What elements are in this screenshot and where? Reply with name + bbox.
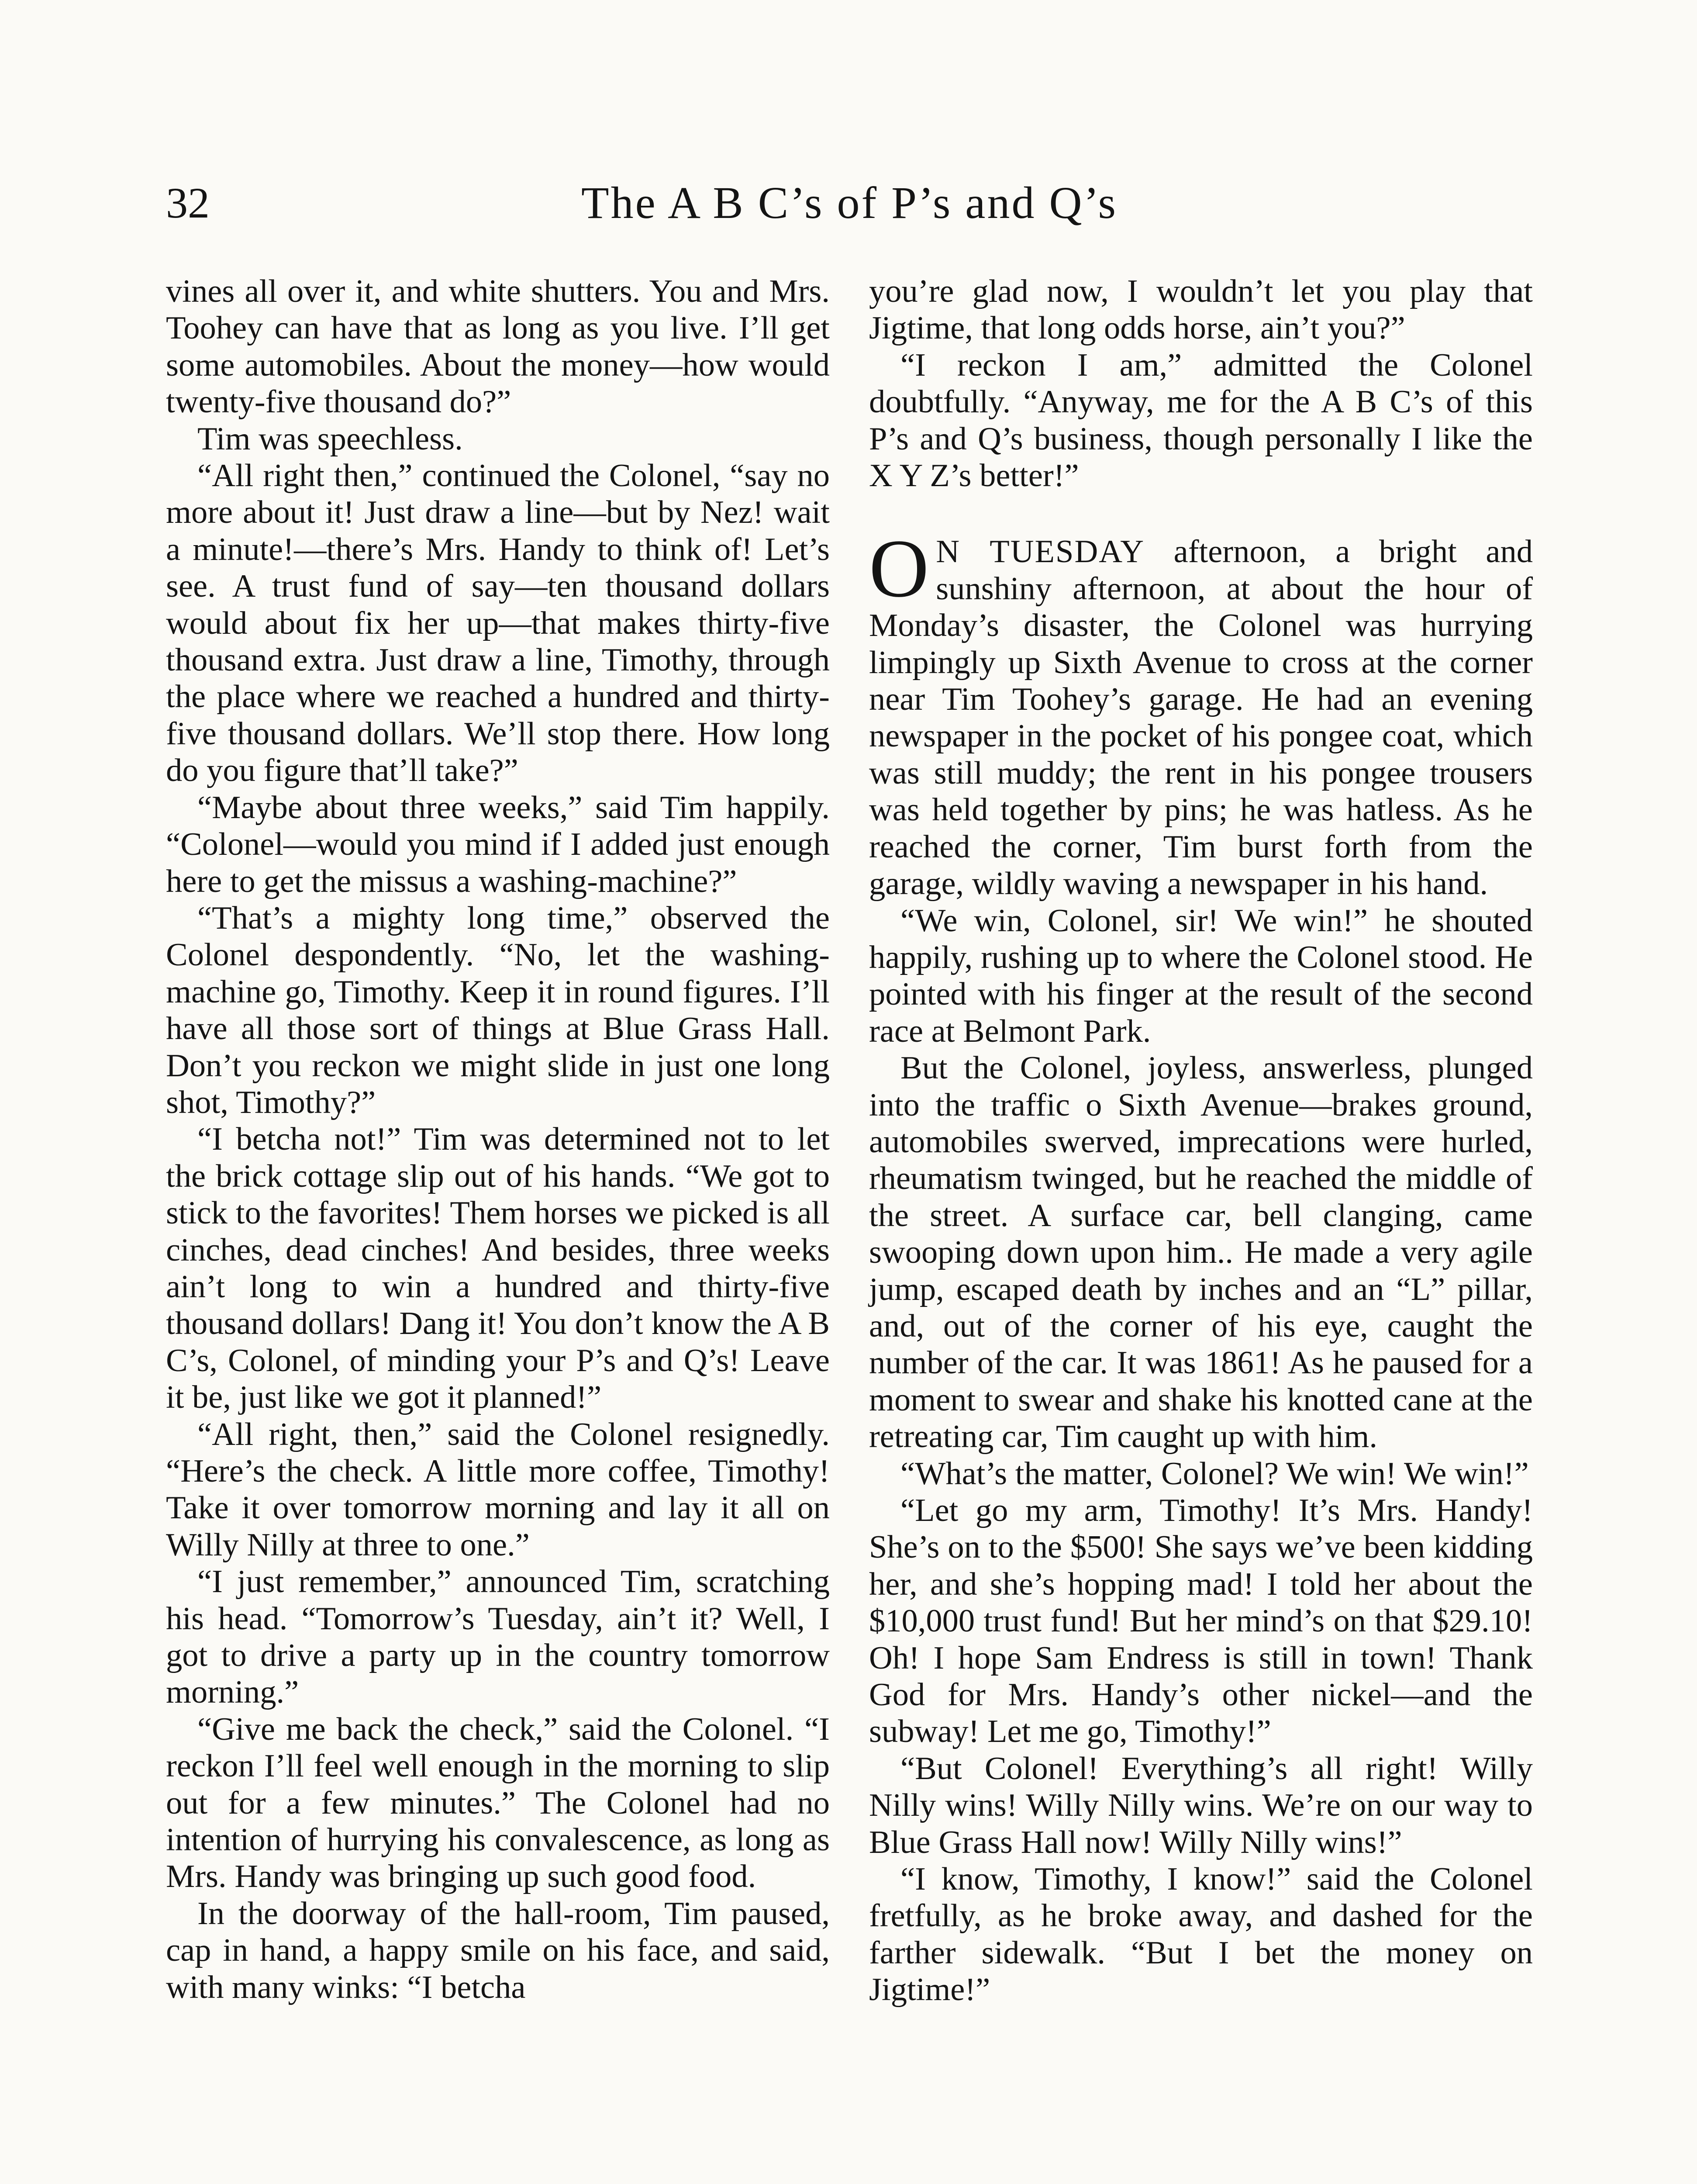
section-lead-in: N TUESDAY [936, 534, 1145, 570]
paragraph: “Give me back the check,” said the Colonel. “I reckon I’ll feel well enough in the morning to slip out for a few minutes.” The Colonel had no intention of hurrying his convalescence, as long as Mrs. Handy was bringing up such good food. [166, 1711, 830, 1895]
page-number: 32 [166, 179, 210, 227]
right-column [869, 273, 1533, 2008]
paragraph: “We win, Colonel, sir! We win!” he shouted happily, rushing up to where the Colonel stood. He pointed with his finger at the result of the second race at Belmont Park. [869, 902, 1533, 1049]
paragraph: “All right then,” continued the Colonel, “say no more about it! Just draw a line—but by Nez! wait a minute!—there’s Mrs. Handy to think of! Let’s see. A trust fund of say—ten thousand dollars would about fix her up—that makes thirty-five thousand extra. Just draw a line, Timothy, through the place where we reached a hundred and thirty-five thousand dollars. We’ll stop there. How long do you figure that’ll take?” [166, 458, 830, 789]
paragraph: “Maybe about three weeks,” said Tim happily. “Colonel—would you mind if I added just enough here to get the missus a washing-machine?” [166, 789, 830, 899]
paragraph: “Let go my arm, Timothy! It’s Mrs. Handy! She’s on to the $500! She says we’ve been kidding her, and she’s hopping mad! I told her about the $10,000 trust fund! But her mind’s on that $29.10! Oh! I hope Sam Endress is still in town! Thank God for Mrs. Handy’s other nickel—and the subway! Let me go, Timothy!” [869, 1493, 1533, 1750]
paragraph: “What’s the matter, Colonel? We win! We win!” [900, 1455, 1529, 1492]
paragraph: “I reckon I am,” admitted the Colonel doubtfully. “Anyway, me for the A B C’s of this P’s and Q’s business, though personally I like the X Y Z’s better!” [869, 347, 1533, 494]
paragraph: “That’s a mighty long time,” observed the Colonel despondently. “No, let the washing-machine go, Timothy. Keep it in round figures. I’ll have all those sort of things at Blue Grass Hall. Don’t you reckon we might slide in just one long shot, Timothy?” [166, 900, 830, 1120]
paragraph: “I know, Timothy, I know!” said the Colonel fretfully, as he broke away, and dashed for the farther sidewalk. “But I bet the money on Jigtime!” [869, 1861, 1533, 2008]
section-text: afternoon, a bright and sunshiny afternoon, at about the hour of Monday’s disaster, the Colonel was hurrying limpingly up Sixth Avenue to cross at the corner near Tim Toohey’s garage. He had an evening newspaper in the pocket of his pongee coat, which was still muddy; the rent in his pongee trousers was held together by pins; he was hatless. As he reached the corner, Tim burst forth from the garage, wildly waving a newspaper in his hand. [869, 534, 1533, 902]
paragraph: “All right, then,” said the Colonel resignedly. “Here’s the check. A little more coffee, Timothy! Take it over tomorrow morning and lay it all on Willy Nilly at three to one.” [166, 1416, 830, 1563]
left-column [166, 273, 830, 2006]
paragraph: you’re glad now, I wouldn’t let you play that Jigtime, that long odds horse, ain’t you?” [869, 273, 1533, 346]
page-header [166, 175, 1533, 232]
section-opening-paragraph [869, 523, 1533, 902]
paragraph: In the doorway of the hall-room, Tim paused, cap in hand, a happy smile on his face, and said, with many winks: “I betcha [166, 1895, 830, 2005]
paragraph: “I just remember,” announced Tim, scratching his head. “Tomorrow’s Tuesday, ain’t it? Well, I got to drive a party up in the country tomorrow morning.” [166, 1564, 830, 1711]
paragraph: vines all over it, and white shutters. You and Mrs. Toohey can have that as long as you live. I’ll get some automobiles. About the money—how would twenty-five thousand do?” [166, 273, 830, 420]
paragraph: “But Colonel! Everything’s all right! Willy Nilly wins! Willy Nilly wins. We’re on our way to Blue Grass Hall now! Willy Nilly wins!” [869, 1750, 1533, 1860]
paragraph: But the Colonel, joyless, answerless, plunged into the traffic o Sixth Avenue—brakes ground, automobiles swerved, imprecations were hurled, rheumatism twinged, but he reached the middle of the street. A surface car, bell clanging, came swooping down upon him.. He made a very agile jump, escaped death by inches and an “L” pillar, and, out of the corner of his eye, caught the number of the car. It was 1861! As he paused for a moment to swear and shake his knotted cane at the retreating car, Tim caught up with him. [869, 1050, 1533, 1455]
running-head: The A B C’s of P’s and Q’s [581, 178, 1118, 228]
paragraph: Tim was speechless. [197, 421, 463, 457]
paragraph: “I betcha not!” Tim was determined not to let the brick cottage slip out of his hands. “We got to stick to the favorites! Them horses we picked is all cinches, dead cinches! And besides, three weeks ain’t long to win a hundred and thirty-five thousand dollars! Dang it! You don’t know the A B C’s, Colonel, of minding your P’s and Q’s! Leave it be, just like we got it planned!” [166, 1121, 830, 1416]
drop-cap: O [869, 523, 929, 615]
